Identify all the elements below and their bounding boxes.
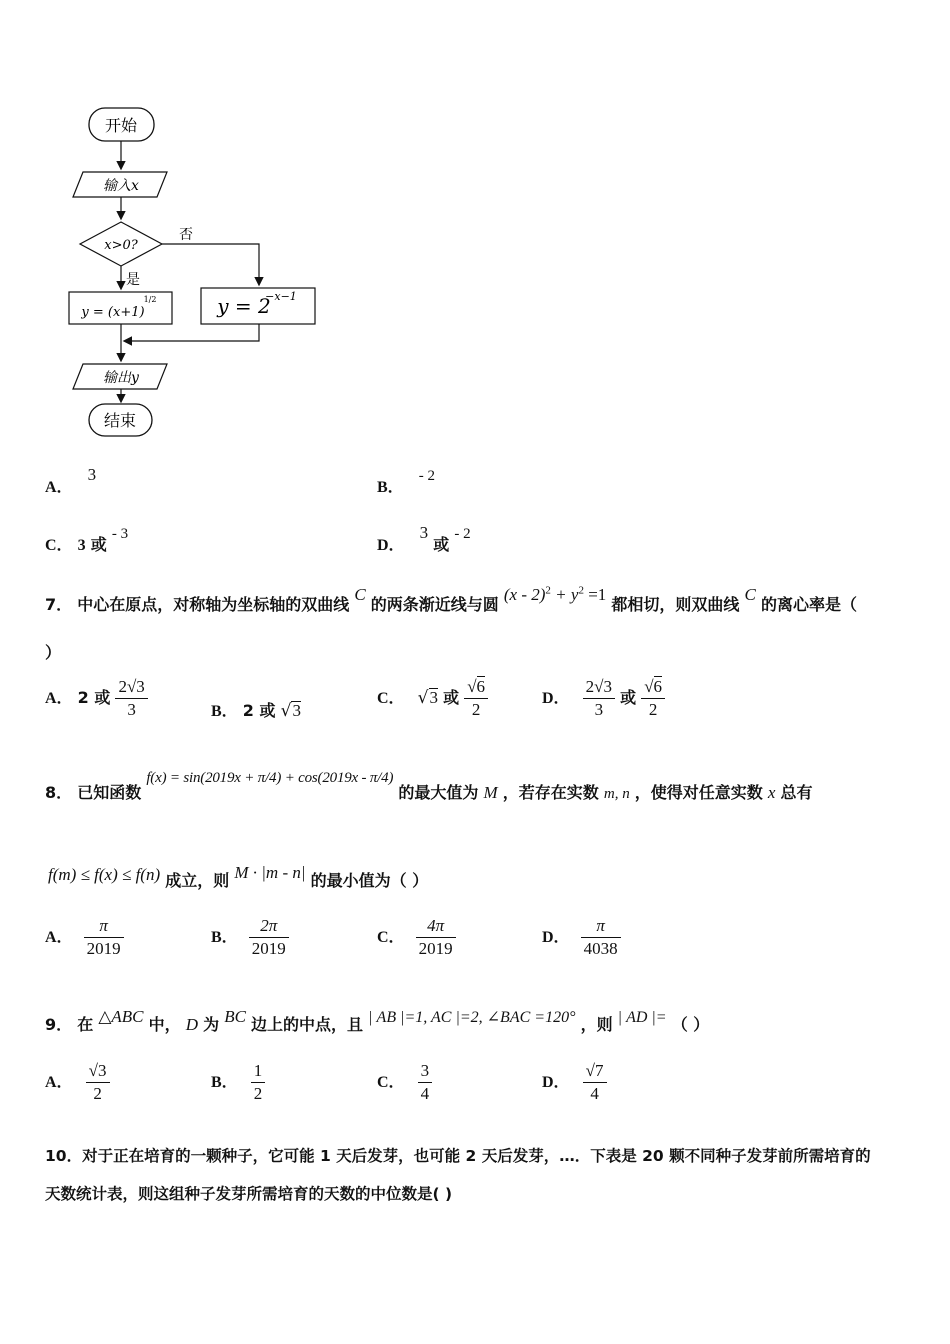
flow-yes-exponent: 1/2 [143, 295, 157, 304]
function-expression: f(x) = sin(2019x + π/4) + cos(2019x - π/4) [146, 770, 394, 786]
question-text: ，使得对任意实数 [634, 783, 763, 802]
flow-start-label: 开始 [104, 116, 138, 135]
flow-no-label: 否 [179, 227, 193, 243]
q9-option-c[interactable] [377, 1060, 432, 1105]
q7-option-b[interactable]: B． 2 或 √3 [211, 701, 301, 721]
option-label: D． [542, 690, 570, 707]
q8-option-b[interactable] [211, 915, 289, 960]
q6-option-b[interactable] [377, 462, 436, 496]
flow-output-label: 输出y [103, 370, 139, 386]
q9-option-a[interactable] [45, 1060, 110, 1105]
option-fraction: $\frac{√6}{2}$ [464, 676, 488, 721]
option-fraction: $\frac{\pi}{4038}$ [581, 915, 621, 960]
flow-decision-label: x>0? [104, 238, 138, 253]
question-text: 中， [148, 1015, 181, 1034]
q9-option-b[interactable] [211, 1060, 265, 1105]
question-text: 都相切，则双曲线 [611, 595, 740, 614]
q6-option-a[interactable] [45, 462, 97, 496]
question-text: ，则 [580, 1015, 613, 1034]
question-text: 的最大值为 [398, 783, 479, 802]
ad-length: | AD |= [617, 1009, 667, 1026]
option-or: 或 [90, 535, 107, 554]
var-c: C [744, 585, 756, 604]
option-label: C． [377, 929, 405, 946]
q8-option-a[interactable] [45, 915, 124, 960]
q10-line2: 天数统计表，则这组种子发芽所需培育的天数的中位数是( ) [45, 1185, 453, 1203]
option-label: D． [377, 537, 405, 554]
option-fraction: $\frac{2\pi}{2019}$ [249, 915, 289, 960]
option-value: 3 [87, 465, 97, 484]
flow-no-formula: y = 2 [217, 294, 271, 318]
option-label: D． [542, 929, 570, 946]
q8-option-c[interactable] [377, 915, 456, 960]
option-radical: 3 [429, 688, 438, 707]
q10-line1: 10．对于正在培育的一颗种子，它可能 1 天后发芽，也可能 2 天后发芽，…．下表是 20 颗不同种子发芽前所需培育的 [45, 1147, 871, 1165]
option-or: 或 [433, 535, 450, 554]
q8-option-d[interactable] [542, 915, 621, 960]
flow-input-label: 输入x [103, 178, 139, 194]
option-radical: 3 [292, 701, 301, 720]
q6-option-c[interactable] [45, 520, 129, 554]
target-expression: M · |m - n| [234, 863, 306, 882]
option-fraction: $\frac{4\pi}{2019}$ [416, 915, 456, 960]
flow-no-exponent: −x−1 [265, 290, 297, 303]
q8-stem-line2 [48, 862, 429, 890]
option-label: B． [377, 479, 404, 496]
question-text: 在 [77, 1015, 94, 1034]
option-label: B． [211, 929, 238, 946]
q7-stem [45, 582, 857, 614]
option-value-b: - 2 [454, 526, 471, 542]
option-fraction: $\frac{√6}{2}$ [641, 676, 665, 721]
conditions: | AB |=1, AC |=2, ∠BAC =120° [368, 1009, 576, 1026]
option-fraction: $\frac{√7}{4}$ [583, 1060, 607, 1105]
question-text: 的离心率是（ [760, 595, 857, 614]
option-or: 或 [620, 688, 637, 707]
option-value-a: 3 [77, 537, 86, 554]
option-value-a: 3 [419, 523, 429, 542]
question-text: ，若存在实数 [502, 783, 599, 802]
var-m: M [483, 783, 498, 802]
q9-option-d[interactable] [542, 1060, 607, 1105]
q9-stem [45, 1004, 710, 1034]
question-number: 7． [45, 595, 73, 614]
option-label: A． [45, 690, 73, 707]
triangle-abc: △ABC [98, 1007, 144, 1026]
question-text: 边上的中点，且 [251, 1015, 364, 1034]
q7-close-paren: ） [45, 643, 62, 662]
question-text: 成立，则 [165, 871, 230, 890]
q8-stem [45, 764, 813, 802]
var-d: D [185, 1015, 199, 1034]
flow-yes-label: 是 [126, 272, 140, 288]
var-x: x [767, 783, 776, 802]
question-text: 总有 [780, 783, 813, 802]
flow-yes-formula: y = (x+1) [81, 305, 145, 320]
option-label: A． [45, 1074, 73, 1091]
option-or: 或 [443, 688, 460, 707]
option-fraction: $\frac{1}{2}$ [251, 1060, 266, 1105]
question-text: 的最小值为（ ） [310, 871, 429, 890]
option-label: A． [45, 929, 73, 946]
inequality: f(m) ≤ f(x) ≤ f(n) [48, 865, 161, 884]
flow-end-label: 结束 [103, 411, 137, 430]
option-value-b: - 3 [111, 526, 129, 542]
q7-option-c[interactable]: C． √3 或 $\frac{√6}{2}$ [377, 676, 488, 721]
q6-option-d[interactable] [377, 520, 471, 554]
option-label: D． [542, 1074, 570, 1091]
question-text: 为 [203, 1015, 220, 1034]
option-label: C． [45, 537, 73, 554]
q7-option-a[interactable] [45, 676, 148, 721]
option-fraction: $\frac{√3}{2}$ [86, 1060, 110, 1105]
option-prefix: 2 或 [242, 701, 276, 720]
var-c: C [354, 585, 366, 604]
option-label: A． [45, 479, 73, 496]
option-label: B． [211, 703, 238, 720]
option-fraction: $\frac{2√3}{3}$ [583, 676, 615, 721]
q7-option-d[interactable] [542, 676, 665, 721]
question-text: 中心在原点，对称轴为坐标轴的双曲线 [77, 595, 350, 614]
flowchart [60, 100, 340, 445]
question-text: 已知函数 [77, 783, 142, 802]
option-label: C． [377, 690, 405, 707]
option-prefix: 2 或 [77, 688, 111, 707]
question-text: （ ） [671, 1015, 710, 1034]
circle-equation: $(x - 2)^2 + y^2 =1$ [503, 584, 607, 604]
vars-mn: m, n [603, 786, 630, 802]
question-number: 8． [45, 783, 73, 802]
question-text: 的两条渐近线与圆 [370, 595, 499, 614]
option-fraction: $\frac{3}{4}$ [418, 1060, 433, 1105]
option-fraction: $\frac{\pi}{2019}$ [84, 915, 124, 960]
question-number: 9． [45, 1015, 73, 1034]
option-label: C． [377, 1074, 405, 1091]
option-fraction: $\frac{2√3}{3}$ [115, 676, 147, 721]
var-bc: BC [224, 1007, 246, 1026]
option-label: B． [211, 1074, 238, 1091]
option-value: - 2 [418, 468, 436, 484]
